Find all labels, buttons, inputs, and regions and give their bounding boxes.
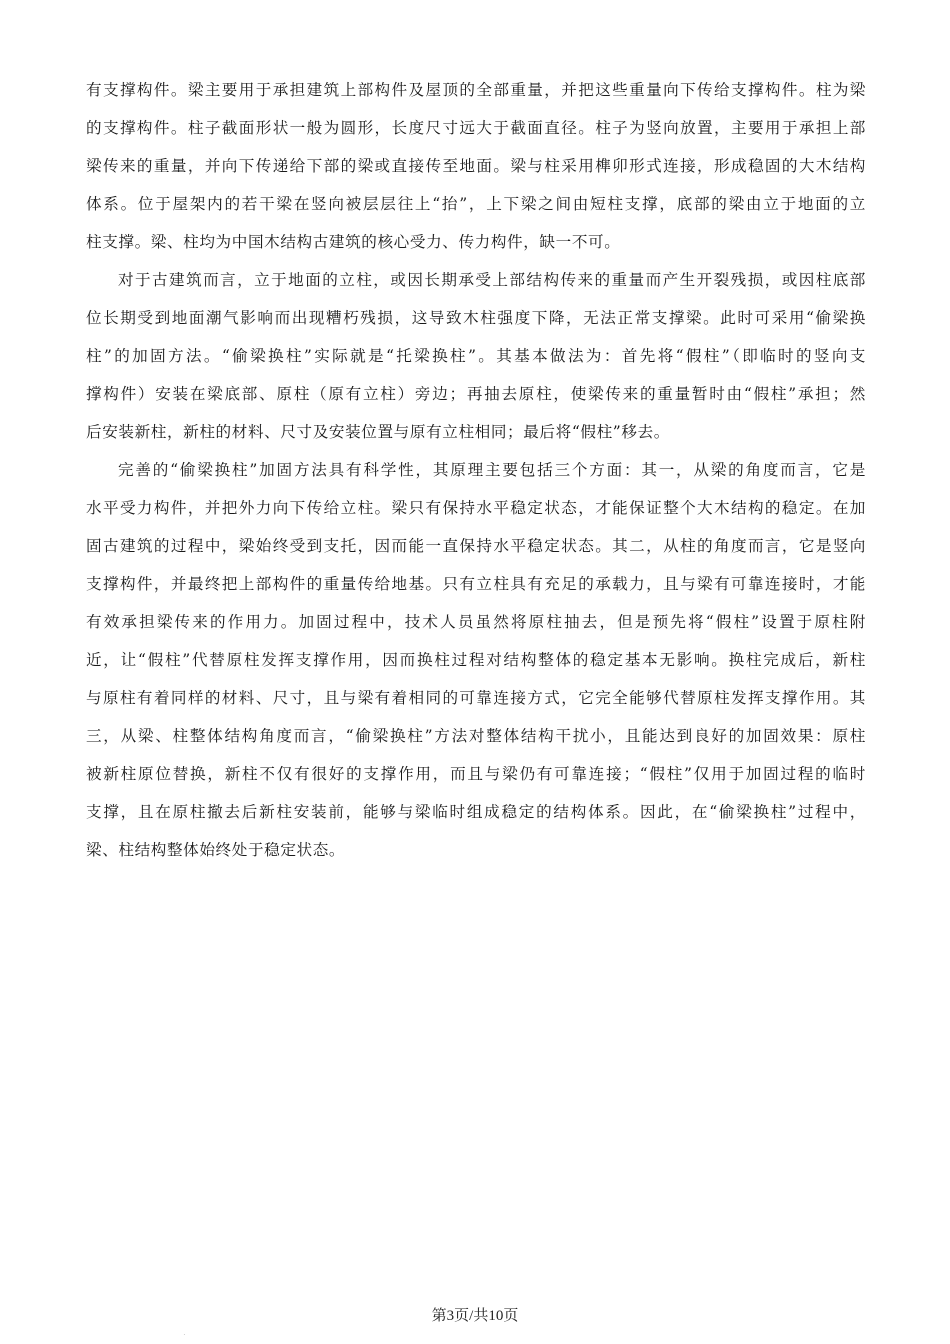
text-line: 后安装新柱，新柱的材料、尺寸及安装位置与原有立柱相同；最后将“假柱”移去。 [86, 423, 670, 441]
text-line: 固古建筑的过程中，梁始终受到支托，因而能一直保持水平稳定状态。其二，从柱的角度而言，它是竖向 [86, 537, 866, 555]
text-line: 与原柱有着同样的材料、尺寸，且与梁有着相同的可靠连接方式，它完全能够代替原柱发挥支撑作用。其 [86, 689, 866, 707]
text-line: 支撑构件，并最终把上部构件的重量传给地基。只有立柱具有充足的承载力，且与梁有可靠连接时，才能 [86, 575, 866, 593]
text-line: 梁传来的重量，并向下传递给下部的梁或直接传至地面。梁与柱采用榫卯形式连接，形成稳固的大木结构 [86, 157, 866, 175]
text-line: 水平受力构件，并把外力向下传给立柱。梁只有保持水平稳定状态，才能保证整个大木结构的稳定。在加 [86, 499, 866, 517]
page-number-footer: 第3页/共10页 [431, 1308, 519, 1324]
text-line: 柱支撑。梁、柱均为中国木结构古建筑的核心受力、传力构件，缺一不可。 [86, 233, 621, 251]
paragraph-first-line: 完善的“偷梁换柱”加固方法具有科学性，其原理主要包括三个方面：其一，从梁的角度而言，它是 [118, 461, 866, 479]
text-line: 柱”的加固方法。“偷梁换柱”实际就是“托梁换柱”。其基本做法为：首先将“假柱”（即临时的竖向支 [86, 347, 866, 365]
text-line: 近，让“假柱”代替原柱发挥支撑作用，因而换柱过程对结构整体的稳定基本无影响。换柱完成后，新柱 [86, 651, 866, 669]
text-line: 支撑，且在原柱撤去后新柱安装前，能够与梁临时组成稳定的结构体系。因此，在“偷梁换柱”过程中， [86, 803, 866, 821]
text-line: 有支撑构件。梁主要用于承担建筑上部构件及屋顶的全部重量，并把这些重量向下传给支撑构件。柱为梁 [86, 81, 866, 99]
text-line: 三，从梁、柱整体结构角度而言，“偷梁换柱”方法对整体结构干扰小，且能达到良好的加固效果：原柱 [86, 727, 866, 745]
text-line: 的支撑构件。柱子截面形状一般为圆形，长度尺寸远大于截面直径。柱子为竖向放置，主要用于承担上部 [86, 119, 866, 137]
text-line: 体系。位于屋架内的若干梁在竖向被层层往上“抬”，上下梁之间由短柱支撑，底部的梁由立于地面的立 [86, 195, 866, 213]
text-line: 撑构件）安装在梁底部、原柱（原有立柱）旁边；再抽去原柱，使梁传来的重量暂时由“假柱”承担；然 [86, 385, 866, 403]
paragraph-first-line: 对于古建筑而言，立于地面的立柱，或因长期承受上部结构传来的重量而产生开裂残损，或因柱底部 [118, 271, 866, 289]
text-line: 梁、柱结构整体始终处于稳定状态。 [86, 841, 346, 859]
scan-speck: · [183, 1330, 186, 1339]
text-line: 位长期受到地面潮气影响而出现糟朽残损，这导致木柱强度下降，无法正常支撑梁。此时可采用“偷梁换 [86, 309, 866, 327]
text-line: 有效承担梁传来的作用力。加固过程中，技术人员虽然将原柱抽去，但是预先将“假柱”设置于原柱附 [86, 613, 866, 631]
text-line: 被新柱原位替换，新柱不仅有很好的支撑作用，而且与梁仍有可靠连接；“假柱”仅用于加固过程的临时 [86, 765, 866, 783]
